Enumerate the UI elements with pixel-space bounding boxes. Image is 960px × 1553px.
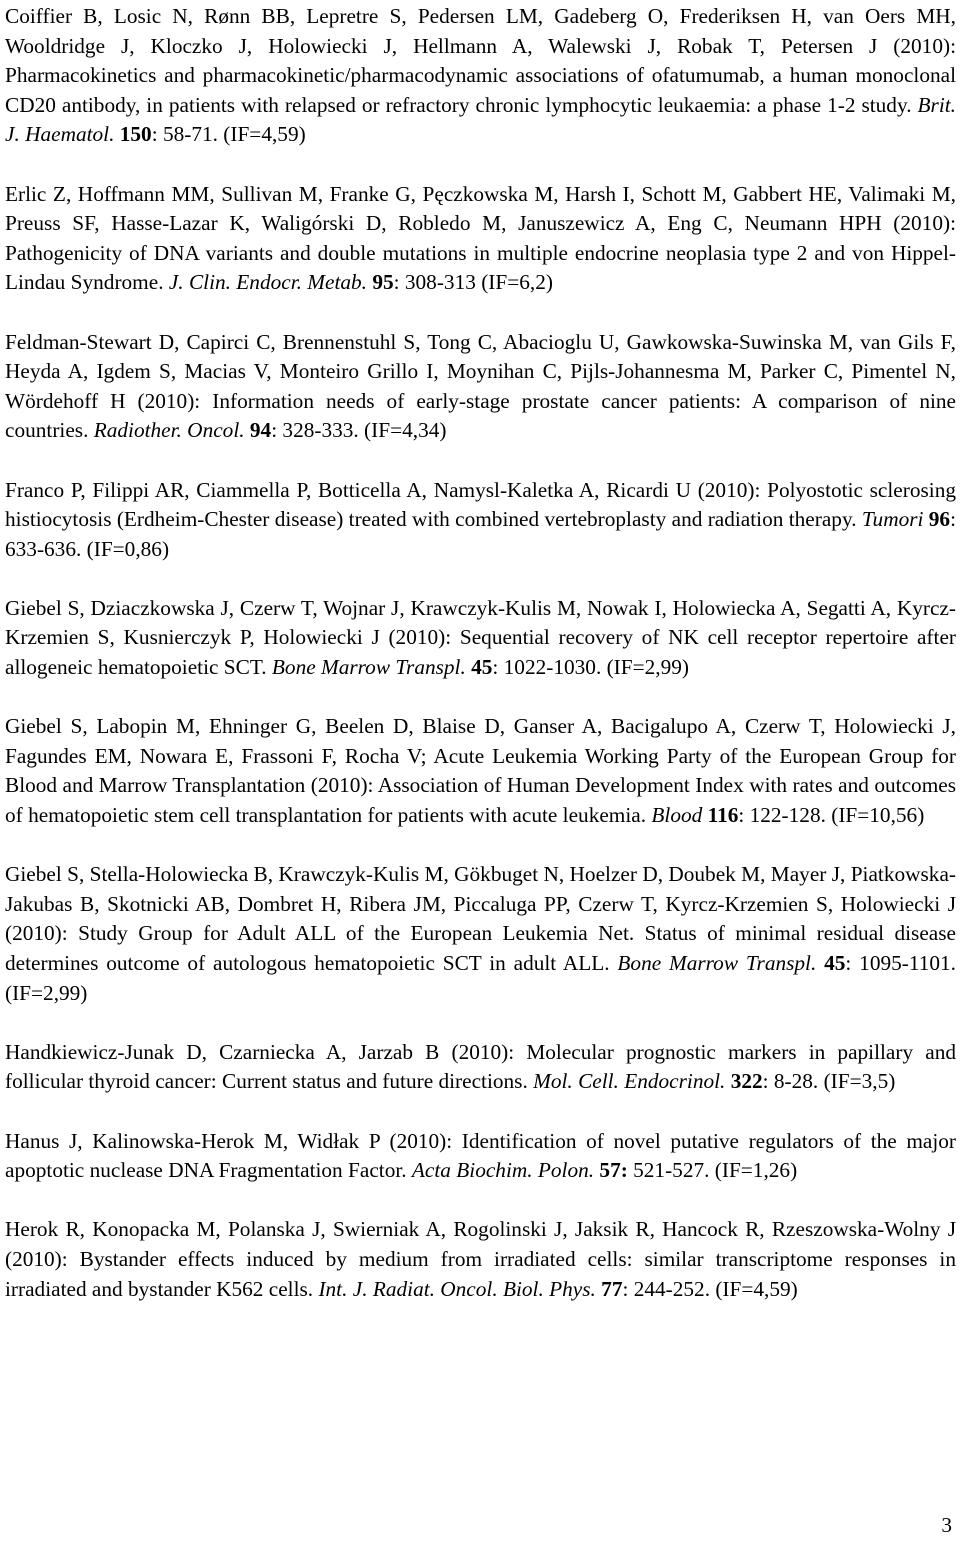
reference-text: Hanus J, Kalinowska-Herok M, Widłak P (2010): Identification of novel putative regulators of the major apoptotic nuclease DNA Fragmentation Factor. [5, 1128, 956, 1183]
journal-volume: 94 [249, 418, 272, 443]
journal-volume: 150 [119, 122, 152, 147]
journal-name: Acta Biochim. Polon. [411, 1158, 595, 1183]
reference-text: Giebel S, Labopin M, Ehninger G, Beelen D, Blaise D, Ganser A, Bacigalupo A, Czerw T, Holowiecki J, Fagundes EM, Nowara E, Frassoni F, Rocha V; Acute Leukemia Working Party of the European Group for Blood and Marrow Transplantation (2010): Association of Human Development Index with rates and outcomes of hematopoietic stem cell transplantation for patients with acute leukemia. [5, 714, 956, 828]
journal-name: Int. J. Radiat. Oncol. Biol. Phys. [318, 1276, 596, 1301]
journal-name: Tumori [861, 507, 924, 532]
journal-name: Blood [651, 803, 703, 828]
journal-name: Mol. Cell. Endocrinol. [533, 1069, 726, 1094]
reference-text: Giebel S, Dziaczkowska J, Czerw T, Wojnar J, Krawczyk-Kulis M, Nowak I, Holowiecka A, Segatti A, Kyrcz-Krzemien S, Kusnierczyk P, Holowiecki J (2010): Sequential recovery of NK cell receptor repertoire after allogeneic hematopoietic SCT. [5, 595, 956, 680]
reference-entry [5, 712, 956, 830]
page-number: 3 [941, 1513, 952, 1537]
journal-pages: : 308-313 (IF=6,2) [393, 270, 553, 295]
journal-volume: 45 [824, 951, 846, 975]
journal-pages: : 244-252. (IF=4,59) [622, 1276, 798, 1301]
journal-name: Radiother. Oncol. [93, 418, 245, 443]
journal-pages: : 8-28. (IF=3,5) [762, 1069, 896, 1094]
reference-text: Herok R, Konopacka M, Polanska J, Swierniak A, Rogolinski J, Jaksik R, Hancock R, Rzeszowska-Wolny J (2010): Bystander effects induced by medium from irradiated cells: similar transcriptome responses in irradiated and bystander K562 cells. [5, 1217, 956, 1301]
reference-entry [5, 860, 956, 1008]
journal-volume: 96 [928, 507, 951, 532]
journal-pages: : 328-333. (IF=4,34) [271, 418, 447, 443]
journal-pages: : 1022-1030. (IF=2,99) [492, 655, 689, 680]
reference-entry [5, 1038, 956, 1097]
reference-list [5, 2, 956, 1304]
reference-text: Coiffier B, Losic N, Rønn BB, Lepretre S, Pedersen LM, Gadeberg O, Frederiksen H, van Oers MH, Wooldridge J, Kloczko J, Holowiecki J, Hellmann A, Walewski J, Robak T, Petersen J (2010): Pharmacokinetics and pharmacokinetic/pharmacodynamic associations of ofatumumab, a human monoclonal CD20 antibody, in patients with relapsed or refractory chronic lymphocytic leukaemia: a phase 1-2 study. [5, 4, 956, 117]
journal-volume: 322 [730, 1069, 763, 1094]
journal-pages: : 122-128. (IF=10,56) [738, 803, 925, 828]
journal-volume: 95 [372, 270, 394, 295]
reference-text: Giebel S, Stella-Holowiecka B, Krawczyk-Kulis M, Gökbuget N, Hoelzer D, Doubek M, Mayer J, Piatkowska-Jakubas B, Skotnicki AB, Dombret H, Ribera JM, Piccaluga PP, Czerw T, Kyrcz-Krzemien S, Holowiecki J (2010): Study Group for Adult ALL of the European Leukemia Net. Status of minimal residual disease determines outcome of autologous hematopoietic SCT in adult ALL. [5, 862, 956, 975]
journal-pages: : 58-71. (IF=4,59) [151, 122, 306, 147]
reference-entry [5, 594, 956, 683]
journal-pages: : 1095-1101. (IF=2,99) [5, 951, 956, 1005]
reference-entry [5, 2, 956, 150]
journal-volume: 57: [599, 1158, 628, 1183]
reference-entry [5, 1215, 956, 1304]
reference-text: Handkiewicz-Junak D, Czarniecka A, Jarzab B (2010): Molecular prognostic markers in papillary and follicular thyroid cancer: Current status and future directions. [5, 1039, 956, 1094]
journal-volume: 45 [471, 655, 493, 680]
journal-volume: 116 [707, 803, 739, 828]
journal-name: Bone Marrow Transpl. [271, 655, 466, 680]
reference-text: Feldman-Stewart D, Capirci C, Brennenstuhl S, Tong C, Abacioglu U, Gawkowska-Suwinska M, van Gils F, Heyda A, Igdem S, Macias V, Monteiro Grillo I, Moynihan C, Pijls-Johannesma M, Parker C, Pimentel N, Wördehoff H (2010): Information needs of early-stage prostate cancer patients: A comparison of nine countries. [5, 329, 956, 443]
journal-volume: 77 [601, 1276, 623, 1301]
reference-text: Erlic Z, Hoffmann MM, Sullivan M, Franke G, Pęczkowska M, Harsh I, Schott M, Gabbert HE, Valimaki M, Preuss SF, Hasse-Lazar K, Waligórski D, Robledo M, Januszewicz A, Eng C, Neumann HPH (2010): Pathogenicity of DNA variants and double mutations in multiple endocrine neoplasia type 2 and von Hippel-Lindau Syndrome. [5, 181, 956, 295]
journal-name: Brit. J. Haematol. [5, 92, 956, 147]
journal-pages: 521-527. (IF=1,26) [627, 1158, 798, 1183]
reference-entry [5, 1127, 956, 1186]
journal-name: J. Clin. Endocr. Metab. [168, 270, 368, 295]
reference-text: Franco P, Filippi AR, Ciammella P, Botticella A, Namysl-Kaletka A, Ricardi U (2010): Polyostotic sclerosing histiocytosis (Erdheim-Chester disease) treated with combined vertebroplasty and radiation therapy. [5, 477, 956, 532]
journal-pages: : 633-636. (IF=0,86) [5, 507, 956, 561]
reference-entry [5, 180, 956, 298]
reference-entry [5, 328, 956, 446]
reference-entry [5, 476, 956, 565]
journal-name: Bone Marrow Transpl. [617, 951, 817, 975]
